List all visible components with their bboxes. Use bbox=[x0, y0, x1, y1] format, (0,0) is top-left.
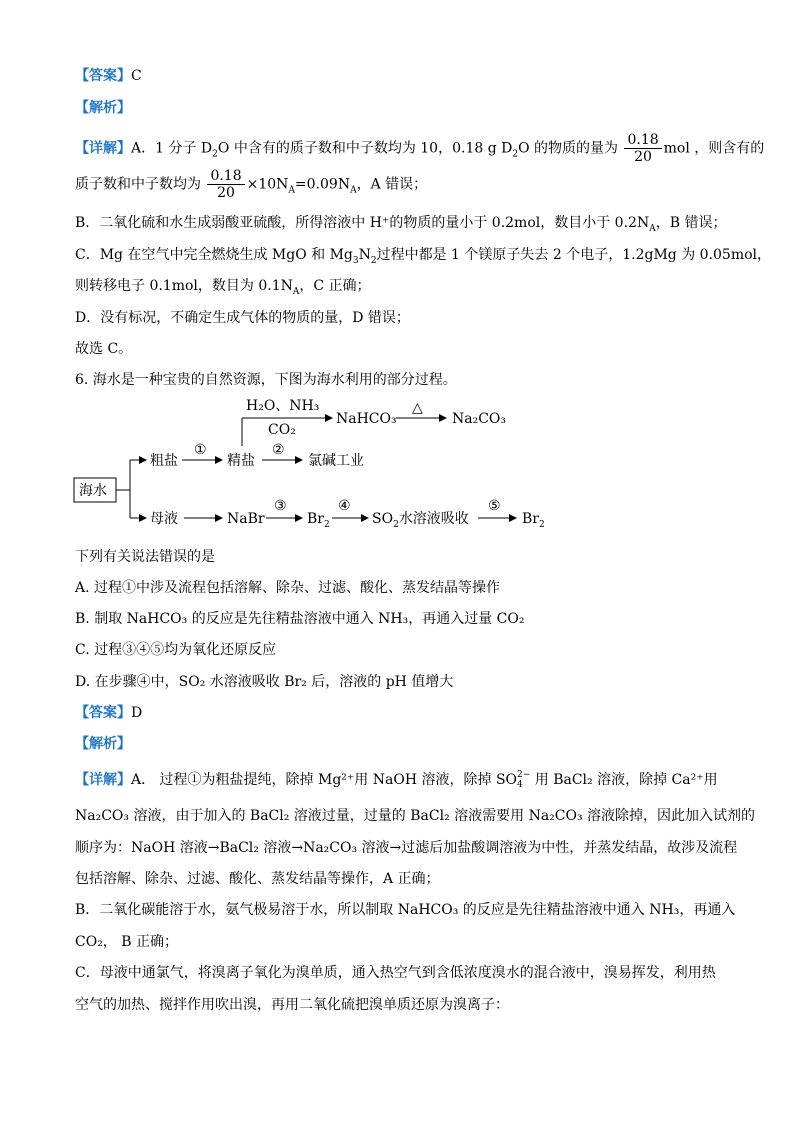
q6-detail-b-line1 bbox=[75, 900, 735, 920]
text-segment: 包括溶解、除杂、过滤、酸化、蒸发结晶等操作，A 正确； bbox=[75, 871, 440, 887]
step3-label: ③ bbox=[274, 498, 287, 514]
answer-label: 【答案】 bbox=[75, 705, 131, 721]
text-segment: 则转移电子 0.1mol，数目为 0.1N bbox=[75, 278, 293, 294]
na2co3-label: Na₂CO₃ bbox=[452, 411, 507, 427]
text-segment: 顺序为：NaOH 溶液→BaCl₂ 溶液→Na₂CO₃ 溶液→过滤后加盐酸调溶液为中性，并蒸发结晶，故涉及流程 bbox=[75, 840, 738, 856]
text-segment: C．母液中通氯气，将溴离子氧化为溴单质，通入热空气到含低浓度溴水的混合液中，溴易挥发，利用热 bbox=[75, 965, 716, 981]
text-segment: 用 BaCl₂ 溶液，除掉 Ca²⁺用 bbox=[534, 772, 718, 788]
option-text: D. 在步骤④中，SO₂ 水溶液吸收 Br₂ 后，溶液的 pH 值增大 bbox=[75, 674, 454, 690]
fraction-numerator: 0.18 bbox=[207, 168, 244, 185]
nahco3-label: NaHCO₃ bbox=[336, 411, 397, 427]
text-segment: A．1 分子 D bbox=[131, 140, 213, 157]
sulfate-charge: 2− 4 bbox=[517, 770, 531, 790]
seawater-label: 海水 bbox=[79, 483, 107, 499]
q5-detail-a-line1: 【详解】A．1 分子 $D_2O$ 中含有的质子数和中子数均为 10，0.18 g $D_2O$ 的物质的量为 $\frac{0.18}{20}$ mol ，则含有的 bbox=[75, 132, 765, 165]
q6-detail-b-line2 bbox=[75, 932, 178, 952]
question-text: 下列有关说法错误的是 bbox=[75, 549, 215, 565]
fraction-denominator: 20 bbox=[217, 185, 235, 201]
text-segment: C．Mg 在空气中完全燃烧生成 MgO 和 Mg bbox=[75, 247, 353, 263]
text-segment: B．二氧化硫和水生成弱酸亚硫酸，所得溶液中 H⁺的物质的量小于 0.2mol，数目小于 0.2N bbox=[75, 215, 650, 231]
q6-detail-a-line2 bbox=[75, 806, 755, 826]
text-segment: O 中含有的质子数和中子数均为 10，0.18 g D bbox=[217, 140, 513, 157]
q6-analysis-line bbox=[75, 734, 131, 754]
text-segment: 过程中都是 1 个镁原子失去 2 个电子，1.2gMg 为 0.05mol， bbox=[376, 247, 772, 263]
answer-label: 【答案】 bbox=[75, 68, 131, 84]
q5-detail-b: B．二氧化硫和水生成弱酸亚硫酸，所得溶液中 H⁺的物质的量小于 0.2mol，数目小于 $0.2N_A$，B 错误； bbox=[75, 215, 727, 234]
option-text: C. 过程③④⑤均为氧化还原反应 bbox=[75, 642, 277, 658]
fraction bbox=[624, 132, 661, 165]
nabr-label: NaBr bbox=[227, 511, 265, 527]
q6-detail-a-line1 bbox=[75, 768, 718, 792]
text-segment: N bbox=[358, 247, 371, 263]
option-text: A. 过程①中涉及流程包括溶解、除杂、过滤、酸化、蒸发结晶等操作 bbox=[75, 580, 501, 596]
q6-detail-a-line4 bbox=[75, 869, 440, 889]
option-a bbox=[75, 578, 500, 598]
question-stem: 6. 海水是一种宝贵的自然资源，下图为海水利用的部分过程。 bbox=[75, 372, 457, 388]
q6-answer-line bbox=[75, 703, 142, 723]
text-segment: A． 过程①为粗盐提纯，除掉 Mg²⁺用 NaOH 溶液，除掉 SO bbox=[131, 772, 518, 788]
text-segment: mol ，则含有的 bbox=[663, 140, 765, 157]
mother-liquor-label: 母液 bbox=[150, 511, 178, 527]
text-segment: Na₂CO₃ 溶液，由于加入的 BaCl₂ 溶液过量，过量的 BaCl₂ 溶液需要用 Na₂CO₃ 溶液除掉，因此加入试剂的 bbox=[75, 808, 756, 824]
q6-detail-c-line2 bbox=[75, 995, 509, 1015]
reagents-label: H₂O、NH₃ bbox=[246, 398, 320, 414]
answer-value: D bbox=[131, 705, 143, 721]
q6-stem bbox=[75, 370, 457, 390]
step2-label: ② bbox=[272, 442, 285, 458]
step1-label: ① bbox=[194, 442, 207, 458]
heat-symbol: △ bbox=[412, 400, 423, 416]
fraction-denominator: 20 bbox=[634, 149, 652, 165]
option-c bbox=[75, 640, 276, 660]
text-segment: ，A 错误； bbox=[356, 176, 428, 193]
text-segment: CO₂， B 正确； bbox=[75, 934, 178, 950]
option-d bbox=[75, 672, 453, 692]
text-segment: ×10N bbox=[246, 176, 289, 193]
q5-conclusion bbox=[75, 339, 132, 359]
option-text: B. 制取 NaHCO₃ 的反应是先往精盐溶液中通入 NH₃，再通入过量 CO₂ bbox=[75, 611, 525, 627]
answer-value: C bbox=[131, 68, 142, 84]
br2-b-label: $Br_2$ bbox=[522, 511, 545, 530]
br2-a-label: $Br_2$ bbox=[307, 511, 330, 530]
seawater-process-diagram bbox=[70, 392, 590, 542]
crude-salt-label: 粗盐 bbox=[150, 453, 178, 469]
option-b bbox=[75, 609, 524, 629]
text-segment: 空气的加热、搅拌作用吹出溴，再用二氧化硫把溴单质还原为溴离子： bbox=[75, 997, 509, 1013]
q5-detail-c-line1: C．Mg 在空气中完全燃烧生成 MgO 和 $Mg_3N_2$过程中都是 1 个镁原子失去 2 个电子，1.2gMg 为 0.05mol， bbox=[75, 247, 772, 266]
detail-label: 【详解】 bbox=[75, 140, 131, 157]
text-segment: D．没有标况，不确定生成气体的物质的量，D 错误； bbox=[75, 310, 410, 326]
q5-detail-a-line2: 质子数和中子数均为 $\frac{0.18}{20}$ $\times 10N_A=0.09N_A$，A 错误； bbox=[75, 168, 428, 201]
chlor-alkali-label: 氯碱工业 bbox=[308, 453, 364, 469]
detail-label: 【详解】 bbox=[75, 772, 131, 788]
analysis-label: 【解析】 bbox=[75, 100, 131, 116]
q6-detail-a-line3 bbox=[75, 838, 737, 858]
fraction bbox=[207, 168, 244, 201]
step4-label: ④ bbox=[338, 498, 351, 514]
q5-detail-c-line2: 则转移电子 0.1mol，数目为 $0.1N_A$，C 正确； bbox=[75, 278, 371, 297]
text-segment: ，C 正确； bbox=[299, 278, 371, 294]
co2-label: CO₂ bbox=[268, 422, 296, 438]
step5-label: ⑤ bbox=[488, 498, 501, 514]
q5-detail-d bbox=[75, 308, 410, 328]
text-segment: 故选 C。 bbox=[75, 341, 133, 357]
q5-analysis-line bbox=[75, 98, 131, 118]
so2-absorb-label: $SO_2$水溶液吸收 bbox=[372, 511, 469, 530]
text-segment: B．二氧化碳能溶于水，氨气极易溶于水，所以制取 NaHCO₃ 的反应是先往精盐溶液中通入 NH₃，再通入 bbox=[75, 902, 736, 918]
q6-detail-c-line1 bbox=[75, 963, 716, 983]
text-segment: 质子数和中子数均为 bbox=[75, 176, 201, 193]
text-segment: =0.09N bbox=[294, 176, 351, 193]
fraction-numerator: 0.18 bbox=[624, 132, 661, 149]
q5-answer-line bbox=[75, 66, 142, 86]
q6-question bbox=[75, 547, 215, 567]
text-segment: ，B 错误； bbox=[655, 215, 727, 231]
fine-salt-label: 精盐 bbox=[227, 453, 255, 469]
text-segment: O 的物质的量为 bbox=[518, 140, 619, 157]
analysis-label: 【解析】 bbox=[75, 736, 131, 752]
